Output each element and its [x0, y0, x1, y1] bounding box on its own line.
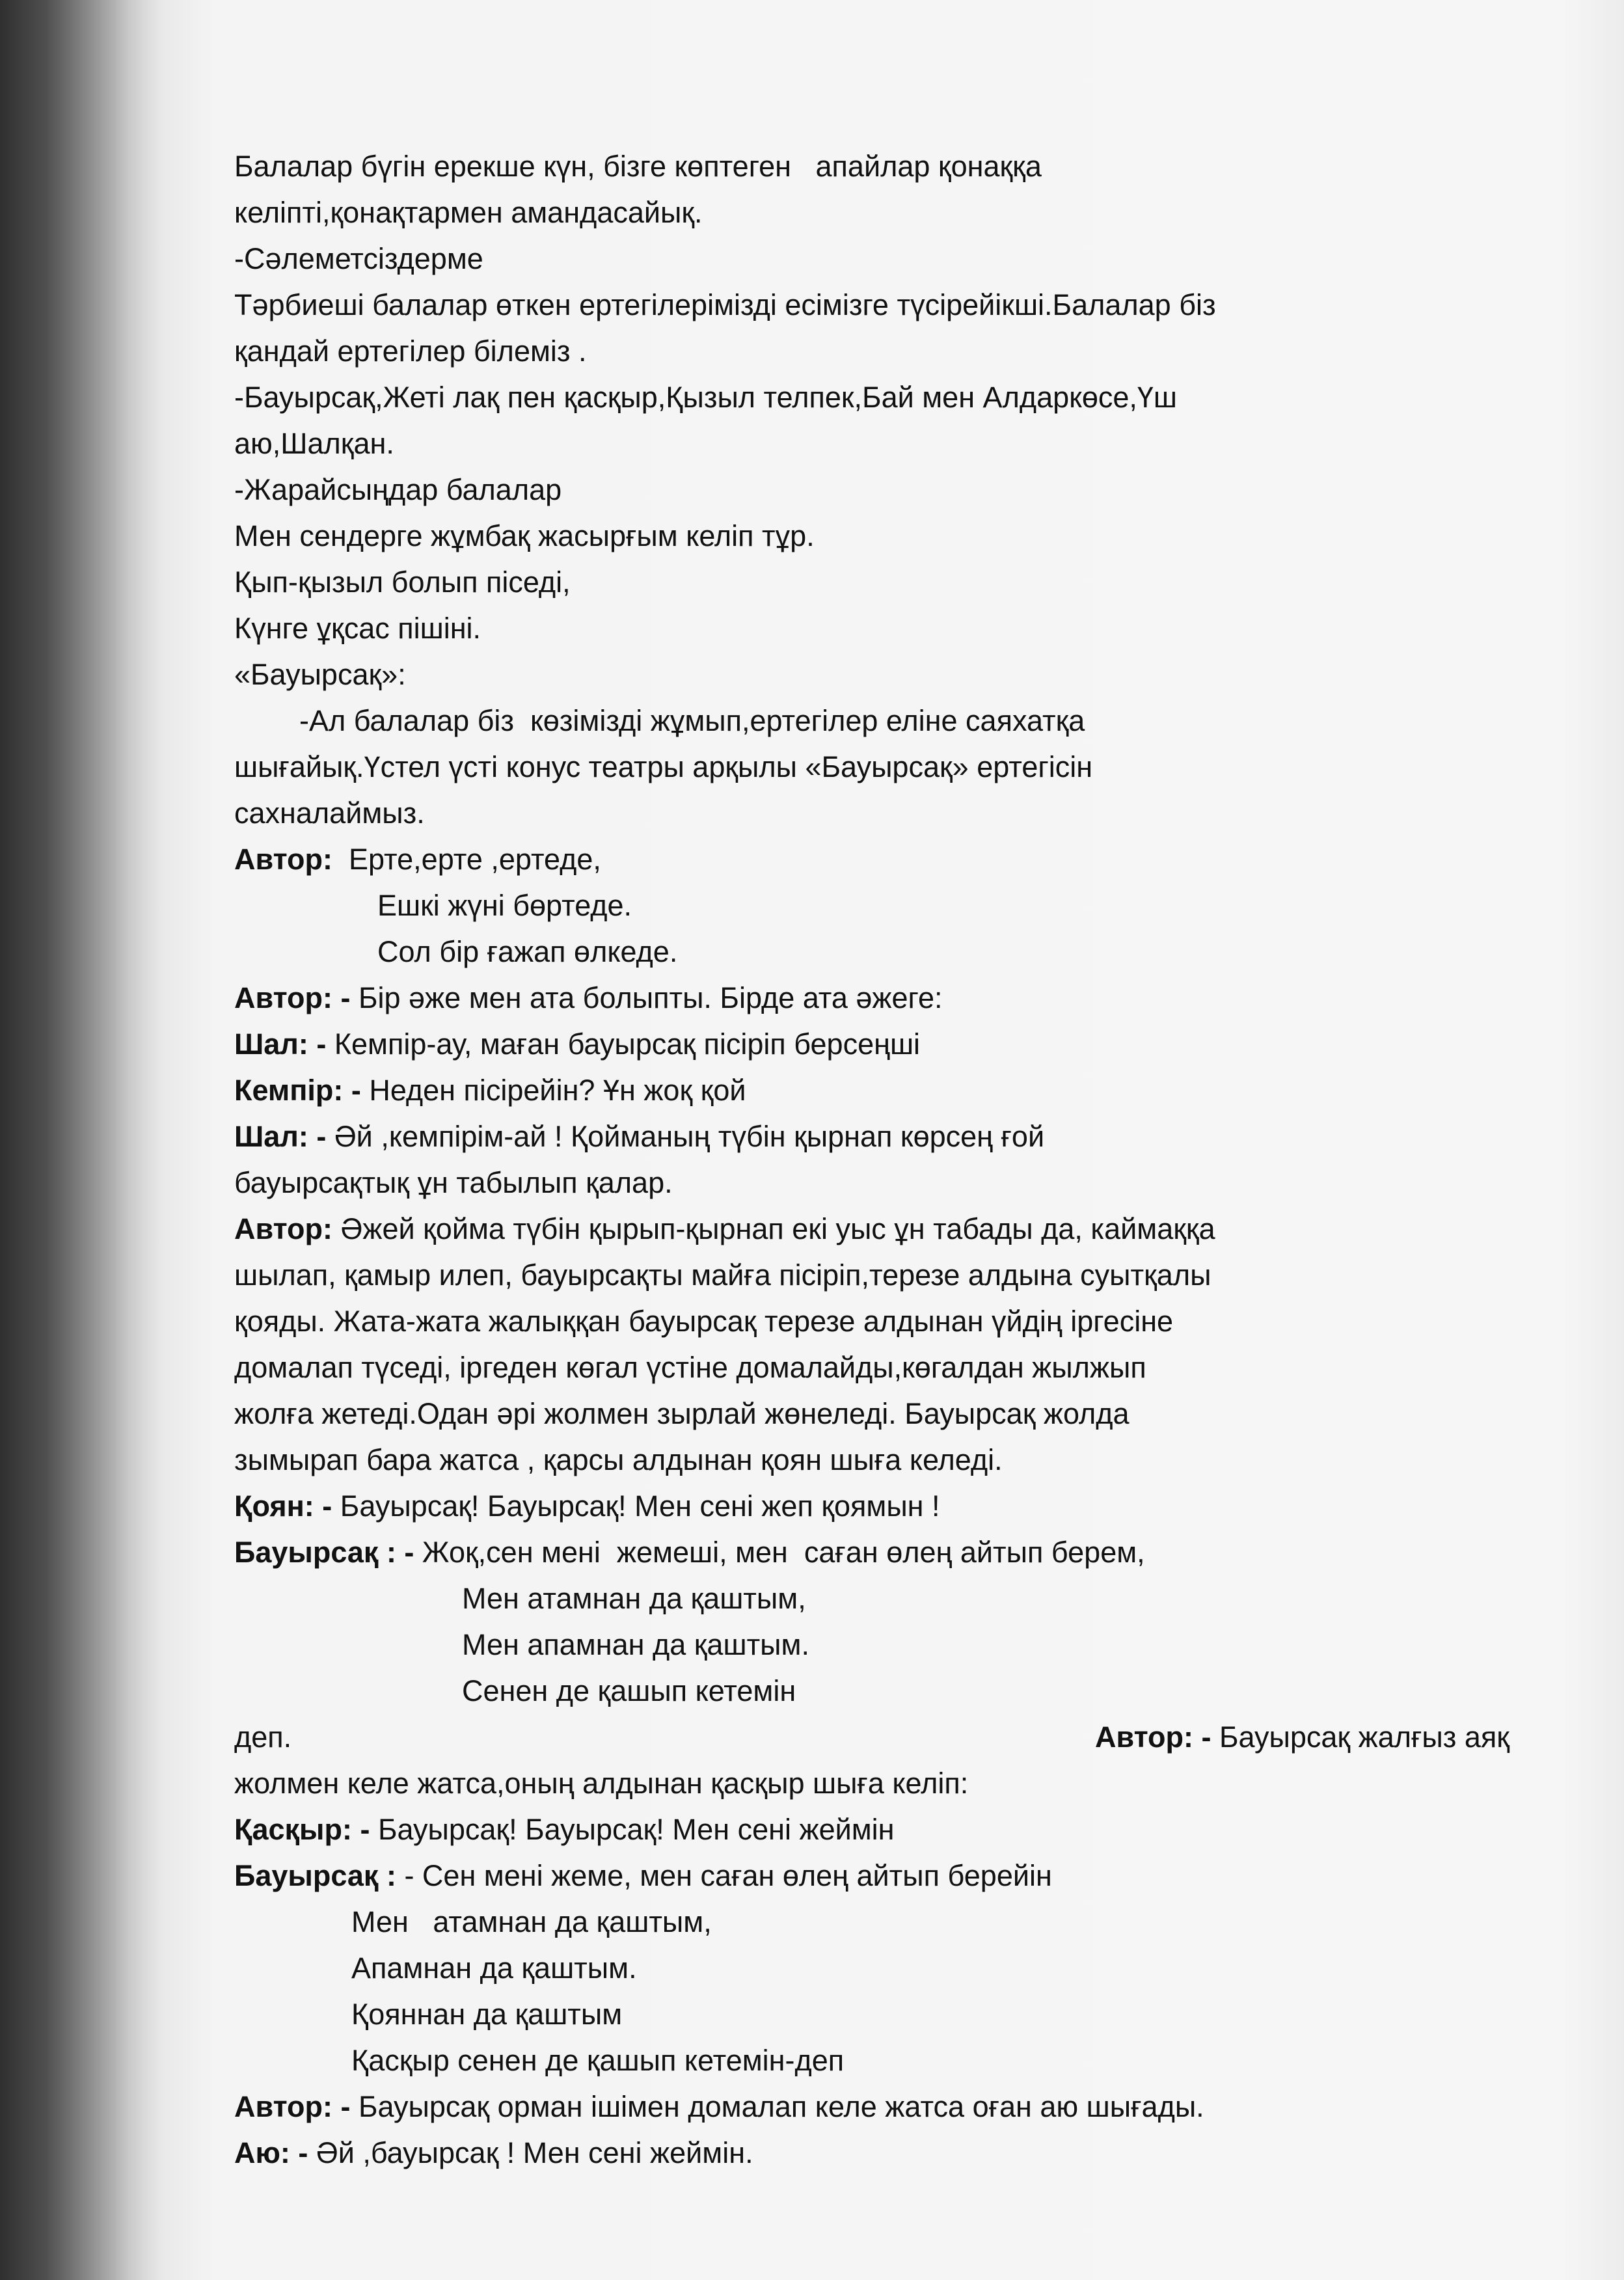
page-text — [234, 143, 1509, 2169]
dialogue-line — [234, 1806, 1509, 1853]
line-text: -Бауырсақ,Жеті лақ пен қасқыр,Қызыл телпек,Бай мен Алдаркөсе,Үш — [234, 381, 1178, 414]
speaker-label: Автор: — [234, 1212, 332, 1245]
dialogue-line — [234, 1853, 1509, 1899]
speaker-label: Автор: - — [234, 981, 351, 1014]
text-line — [234, 189, 1509, 236]
text-line — [234, 467, 1509, 513]
line-text: келіпті,қонақтармен амандасайық. — [234, 196, 703, 229]
line-text: Әй ,бауырсақ ! Мен сені жеймін. — [308, 2136, 753, 2169]
speaker-label: Шал: - — [234, 1120, 327, 1153]
text-line — [234, 2037, 1509, 2083]
dialogue-line — [234, 1021, 1509, 1067]
speaker-label: Бауырсақ : — [234, 1859, 396, 1892]
line-text: Кемпір-ау, маған бауырсақ пісіріп берсеңші — [326, 1027, 921, 1061]
text-line — [234, 559, 1509, 605]
line-text: Күнге ұқсас пішіні. — [234, 612, 481, 645]
line-text: қояды. Жата-жата жалыққан бауырсақ терезе алдынан үйдің іргесіне — [234, 1305, 1174, 1338]
text-line — [234, 513, 1509, 559]
text-line — [234, 1298, 1509, 1344]
speaker-label: Автор: - — [234, 2090, 351, 2123]
text-line — [234, 651, 1509, 698]
text-line — [234, 282, 1509, 328]
speaker-label: Қоян: - — [234, 1489, 332, 1523]
line-text: шығайық.Үстел үсті конус театры арқылы «Бауырсақ» ертегісін — [234, 750, 1093, 783]
line-text: домалап түседі, іргеден көгал үстіне домалайды,көгалдан жылжып — [234, 1351, 1146, 1384]
text-line — [234, 1945, 1509, 1991]
line-text: қандай ертегілер білеміз . — [234, 334, 587, 368]
line-text: Мен атамнан да қаштым, — [462, 1582, 806, 1615]
right-aligned-dialogue — [1095, 1714, 1509, 1760]
line-text: Сенен де қашып кетемін — [462, 1674, 796, 1707]
text-line — [234, 1437, 1509, 1483]
text-line — [234, 882, 1509, 929]
text-line — [234, 1668, 1509, 1714]
text-line — [234, 1760, 1509, 1806]
dialogue-line — [234, 836, 1509, 882]
speaker-label: Бауырсақ : - — [234, 1536, 414, 1569]
dialogue-line — [234, 1113, 1509, 1160]
line-text: аю,Шалқан. — [234, 427, 394, 460]
text-line — [234, 236, 1509, 282]
line-text: Бауырсақ! Бауырсақ! Мен сені жеп қоямын ! — [332, 1489, 940, 1523]
line-text: Бір әже мен ата болыпты. Бірде ата әжеге: — [350, 981, 943, 1014]
text-line — [234, 420, 1509, 467]
line-text: «Бауырсақ»: — [234, 658, 406, 691]
line-text: Мен апамнан да қаштым. — [462, 1628, 809, 1661]
speaker-label: Автор: - — [1095, 1720, 1211, 1754]
speaker-label: Автор: — [234, 843, 332, 876]
line-text: Бауырсақ орман ішімен домалап келе жатса оған аю шығады. — [350, 2090, 1204, 2123]
line-text: -Жарайсыңдар балалар — [234, 473, 562, 506]
text-line — [234, 1622, 1509, 1668]
dialogue-line — [234, 975, 1509, 1021]
line-text: Қып-қызыл болып піседі, — [234, 565, 571, 599]
speaker-label: Қасқыр: - — [234, 1813, 370, 1846]
text-line — [234, 1575, 1509, 1622]
text-line — [234, 1252, 1509, 1298]
dialogue-line — [234, 2130, 1509, 2176]
line-text: Әжей қойма түбін қырып-қырнап екі уыс ұн табады да, каймаққа — [332, 1212, 1215, 1245]
line-text: Апамнан да қаштым. — [351, 1951, 637, 1985]
line-text: Қасқыр сенен де қашып кетемін-деп — [351, 2044, 845, 2077]
line-text: Мен сендерге жұмбақ жасырғым келіп тұр. — [234, 519, 815, 552]
text-line — [234, 790, 1509, 836]
text-line — [234, 698, 1509, 744]
dialogue-line — [234, 1714, 1509, 1760]
line-text: Жоқ,сен мені жемеші, мен саған өлең айтып берем, — [414, 1536, 1145, 1569]
dialogue-line — [234, 1067, 1509, 1113]
line-text: шылап, қамыр илеп, бауырсақты майға пісіріп,терезе алдына суытқалы — [234, 1258, 1211, 1292]
line-text: жолға жетеді.Одан әрі жолмен зырлай жөнеледі. Бауырсақ жолда — [234, 1397, 1130, 1430]
line-text: Сол бір ғажап өлкеде. — [377, 935, 678, 968]
line-text: Қояннан да қаштым — [351, 1998, 623, 2031]
text-line — [234, 1991, 1509, 2037]
text-line — [234, 143, 1509, 189]
line-text: Әй ,кемпірім-ай ! Қойманың түбін қырнап көрсең ғой — [326, 1120, 1045, 1153]
text-line — [234, 605, 1509, 651]
dialogue-line — [234, 1529, 1509, 1575]
line-text: -Ал балалар біз көзімізді жұмып,ертегілер еліне саяхатқа — [299, 704, 1085, 737]
line-text: - Сен мені жеме, мен саған өлең айтып берейін — [396, 1859, 1052, 1892]
text-line — [234, 1160, 1509, 1206]
line-text: Неден пісірейін? Ұн жоқ қой — [360, 1074, 746, 1107]
line-text: Бауырсақ! Бауырсақ! Мен сені жеймін — [370, 1813, 895, 1846]
line-text: жолмен келе жатса,оның алдынан қасқыр шыға келіп: — [234, 1767, 969, 1800]
line-text: деп. — [234, 1720, 292, 1754]
speaker-label: Шал: - — [234, 1027, 327, 1061]
speaker-label: Аю: - — [234, 2136, 308, 2169]
line-text: зымырап бара жатса , қарсы алдынан қоян шыға келеді. — [234, 1443, 1003, 1476]
book-spine-shadow — [0, 0, 150, 2280]
line-text: сахналаймыз. — [234, 796, 425, 830]
text-line — [234, 1899, 1509, 1945]
text-line — [234, 374, 1509, 420]
line-text: Балалар бүгін ерекше күн, бізге көптеген апайлар қонаққа — [234, 150, 1042, 183]
line-text: -Сәлеметсіздерме — [234, 242, 483, 275]
line-text: бауырсақтық ұн табылып қалар. — [234, 1166, 673, 1199]
text-line — [234, 744, 1509, 790]
dialogue-line — [234, 2083, 1509, 2130]
line-text: Ешкі жүні бөртеде. — [377, 889, 632, 922]
line-text: Тәрбиеші балалар өткен ертегілерімізді есімізге түсірейікші.Балалар біз — [234, 288, 1216, 321]
text-line — [234, 1344, 1509, 1391]
line-text: Мен атамнан да қаштым, — [351, 1905, 712, 1938]
dialogue-line — [234, 1483, 1509, 1529]
line-text: Бауырсақ жалғыз аяқ — [1211, 1720, 1509, 1754]
text-line — [234, 1391, 1509, 1437]
text-line — [234, 328, 1509, 374]
text-line — [234, 929, 1509, 975]
line-text: Ерте,ерте ,ертеде, — [332, 843, 601, 876]
dialogue-line — [234, 1206, 1509, 1252]
speaker-label: Кемпір: - — [234, 1074, 361, 1107]
